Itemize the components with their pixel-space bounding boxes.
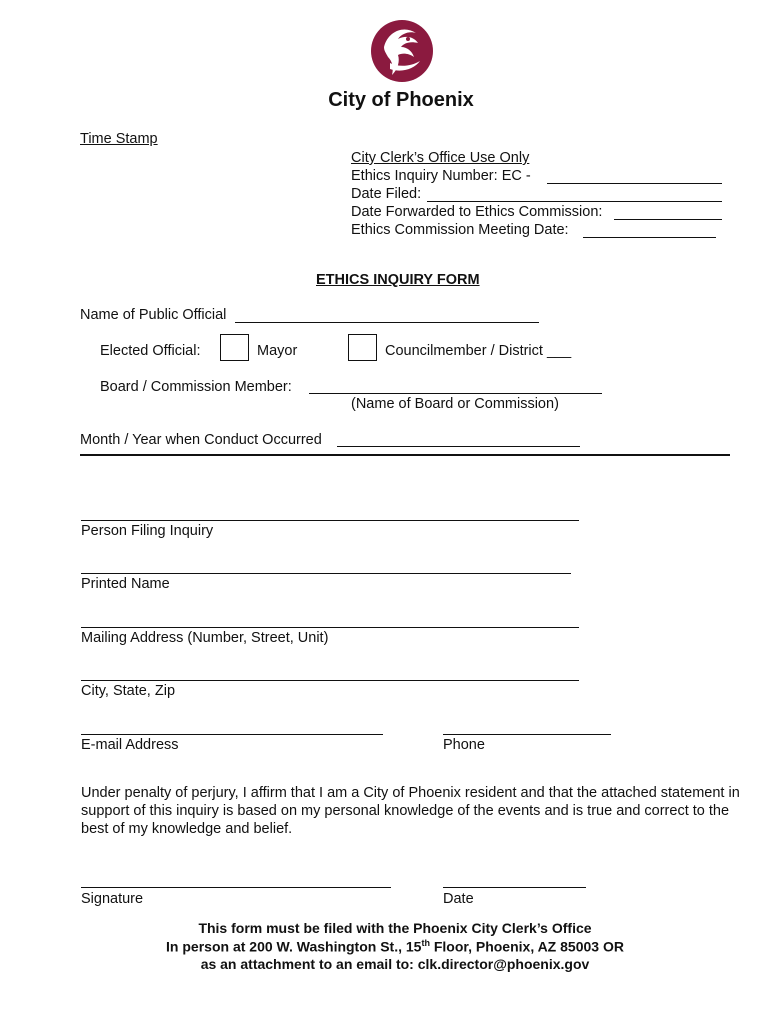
footer-line-2-b: Floor, Phoenix, AZ 85003 OR bbox=[429, 938, 624, 955]
councilmember-checkbox[interactable] bbox=[348, 334, 377, 361]
elected-official-label: Elected Official: bbox=[100, 343, 201, 359]
signature-field[interactable] bbox=[81, 887, 391, 888]
inquiry-number-field[interactable] bbox=[547, 183, 722, 184]
form-heading: ETHICS INQUIRY FORM bbox=[316, 272, 480, 288]
city-state-zip-label: City, State, Zip bbox=[81, 683, 176, 699]
phone-label: Phone bbox=[443, 737, 485, 753]
signature-label: Signature bbox=[81, 891, 144, 907]
perjury-statement: Under penalty of perjury, I affirm that I am a City of Phoenix resident and that the attached statement in support of this inquiry is based on my personal knowledge of the events and is true and correct to the best of my knowledge and belief. bbox=[81, 785, 740, 837]
mailing-address-label: Mailing Address (Number, Street, Unit) bbox=[81, 630, 329, 646]
page-title: City of Phoenix bbox=[328, 89, 474, 111]
month-year-label: Month / Year when Conduct Occurred bbox=[80, 432, 322, 448]
meeting-date-label: Ethics Commission Meeting Date: bbox=[351, 222, 569, 238]
footer-line-2-a: In person at 200 W. Washington St., 15 bbox=[166, 938, 422, 955]
footer-line-1: This form must be filed with the Phoenix City Clerk’s Office bbox=[198, 920, 592, 936]
date-label: Date bbox=[443, 891, 474, 907]
person-filing-label: Person Filing Inquiry bbox=[81, 523, 214, 539]
public-official-label: Name of Public Official bbox=[80, 307, 227, 323]
mayor-checkbox[interactable] bbox=[220, 334, 249, 361]
phoenix-bird-logo-icon bbox=[370, 17, 434, 84]
printed-name-label: Printed Name bbox=[81, 576, 170, 592]
board-member-field[interactable] bbox=[309, 393, 602, 394]
time-stamp-label: Time Stamp bbox=[80, 131, 158, 147]
footer-line-2 bbox=[0, 938, 770, 955]
date-filed-field[interactable] bbox=[427, 201, 722, 202]
phone-field[interactable] bbox=[443, 734, 611, 735]
meeting-date-field[interactable] bbox=[583, 237, 716, 238]
date-forwarded-label: Date Forwarded to Ethics Commission: bbox=[351, 204, 603, 220]
person-filing-field[interactable] bbox=[81, 520, 579, 521]
printed-name-field[interactable] bbox=[81, 573, 571, 574]
public-official-field[interactable] bbox=[235, 322, 539, 323]
date-forwarded-field[interactable] bbox=[614, 219, 722, 220]
inquiry-number-label: Ethics Inquiry Number: EC - bbox=[351, 168, 531, 184]
month-year-field[interactable] bbox=[337, 446, 580, 447]
email-field[interactable] bbox=[81, 734, 383, 735]
mailing-address-field[interactable] bbox=[81, 627, 579, 628]
date-field[interactable] bbox=[443, 887, 586, 888]
city-state-zip-field[interactable] bbox=[81, 680, 579, 681]
email-label: E-mail Address bbox=[81, 737, 179, 753]
board-member-label: Board / Commission Member: bbox=[100, 379, 292, 395]
section-divider bbox=[80, 454, 730, 456]
councilmember-label: Councilmember / District ___ bbox=[385, 343, 572, 359]
mayor-label: Mayor bbox=[257, 343, 298, 359]
date-filed-label: Date Filed: bbox=[351, 186, 422, 202]
office-use-heading: City Clerk’s Office Use Only bbox=[351, 150, 530, 166]
footer-line-3: as an attachment to an email to: clk.director@phoenix.gov bbox=[200, 956, 590, 972]
board-hint: (Name of Board or Commission) bbox=[351, 396, 559, 412]
footer-line-2-sup: th bbox=[421, 938, 430, 948]
